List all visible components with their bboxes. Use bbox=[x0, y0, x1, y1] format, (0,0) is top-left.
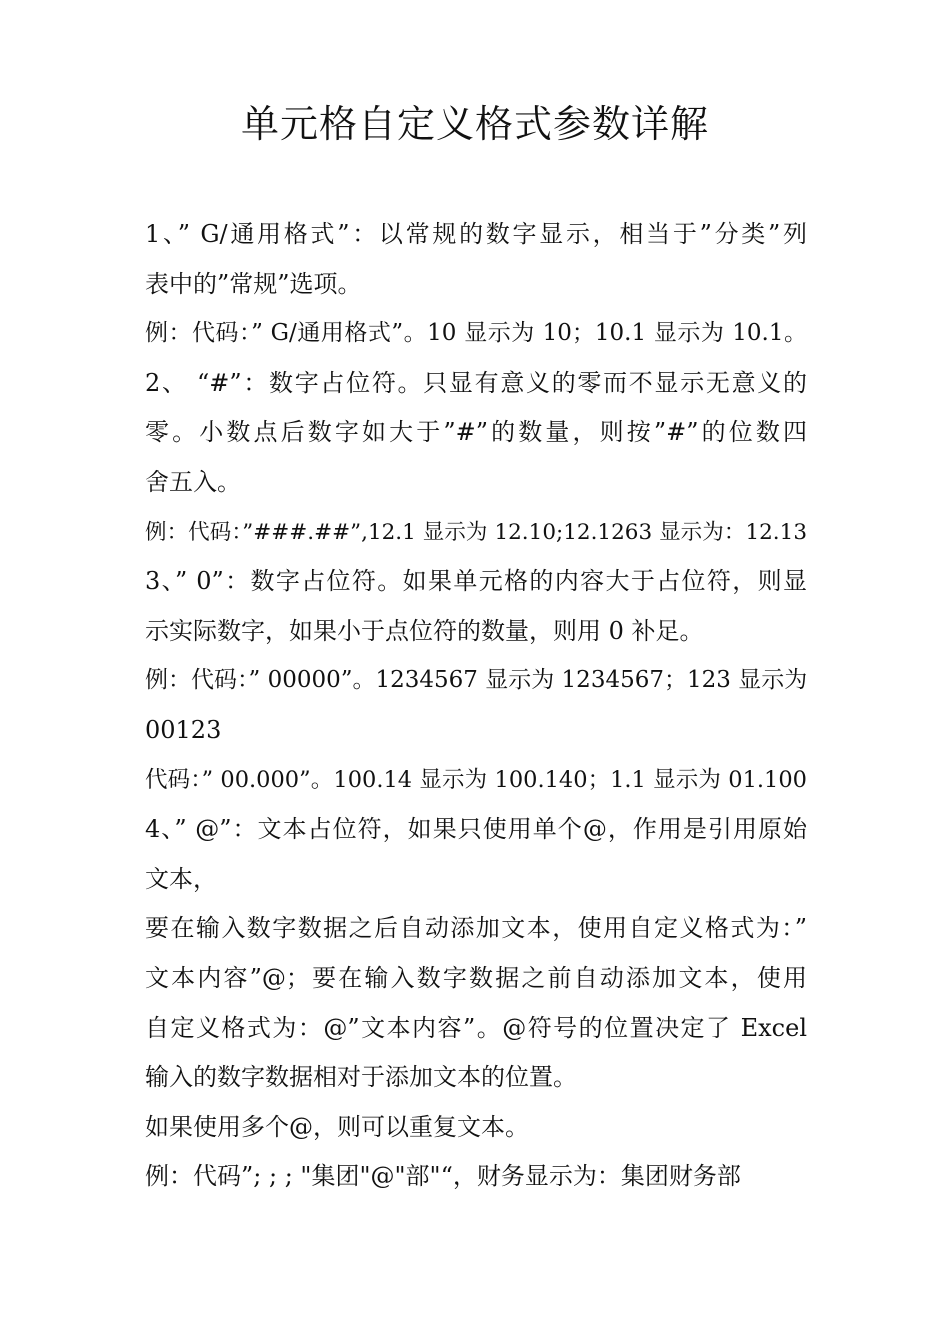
paragraph-line: 文本， bbox=[145, 864, 217, 893]
paragraph-line: 例：代码：”###.##”,12.1 显示为 12.10;12.1263 显示为：12.13 bbox=[145, 519, 807, 545]
paragraph-line: 2、 “#”：数字占位符。只显有意义的零而不显示无意义的 bbox=[145, 368, 807, 397]
paragraph-line: 代码：” 00.000”。100.14 显示为 100.140；1.1 显示为 01.100 bbox=[145, 766, 807, 793]
paragraph-line: 例：代码：” 00000”。1234567 显示为 1234567；123 显示为 bbox=[145, 667, 807, 694]
paragraph-line: 示实际数字，如果小于点位符的数量，则用 0 补足。 bbox=[145, 616, 704, 645]
paragraph-line: 文本内容”@；要在输入数字数据之前自动添加文本，使用 bbox=[145, 963, 807, 992]
paragraph-line: 4、” @”：文本占位符，如果只使用单个@，作用是引用原始 bbox=[145, 815, 807, 844]
paragraph-line: 00123 bbox=[145, 715, 222, 744]
paragraph-line: 零。小数点后数字如大于”#”的数量，则按”#”的位数四 bbox=[145, 418, 807, 447]
paragraph-line: 自定义格式为：@”文本内容”。@符号的位置决定了 Excel bbox=[145, 1013, 807, 1042]
paragraph-line: 舍五入。 bbox=[145, 467, 241, 496]
paragraph-line: 如果使用多个@，则可以重复文本。 bbox=[145, 1112, 529, 1141]
paragraph-line: 要在输入数字数据之后自动添加文本，使用自定义格式为：” bbox=[145, 914, 807, 943]
document-body bbox=[145, 210, 807, 1202]
paragraph-line: 表中的”常规”选项。 bbox=[145, 269, 362, 298]
paragraph-line: 例：代码：” G/通用格式”。10 显示为 10；10.1 显示为 10.1。 bbox=[145, 320, 807, 347]
paragraph-line: 例：代码”; ; ; "集团"@"部"“，财务显示为：集团财务部 bbox=[145, 1162, 741, 1191]
paragraph-line: 1、” G/通用格式”：以常规的数字显示，相当于”分类”列 bbox=[145, 220, 807, 248]
paragraph-line: 输入的数字数据相对于添加文本的位置。 bbox=[145, 1063, 577, 1092]
document-title: 单元格自定义格式参数详解 bbox=[240, 102, 709, 146]
paragraph-line: 3、” 0”：数字占位符。如果单元格的内容大于占位符，则显 bbox=[145, 567, 807, 596]
